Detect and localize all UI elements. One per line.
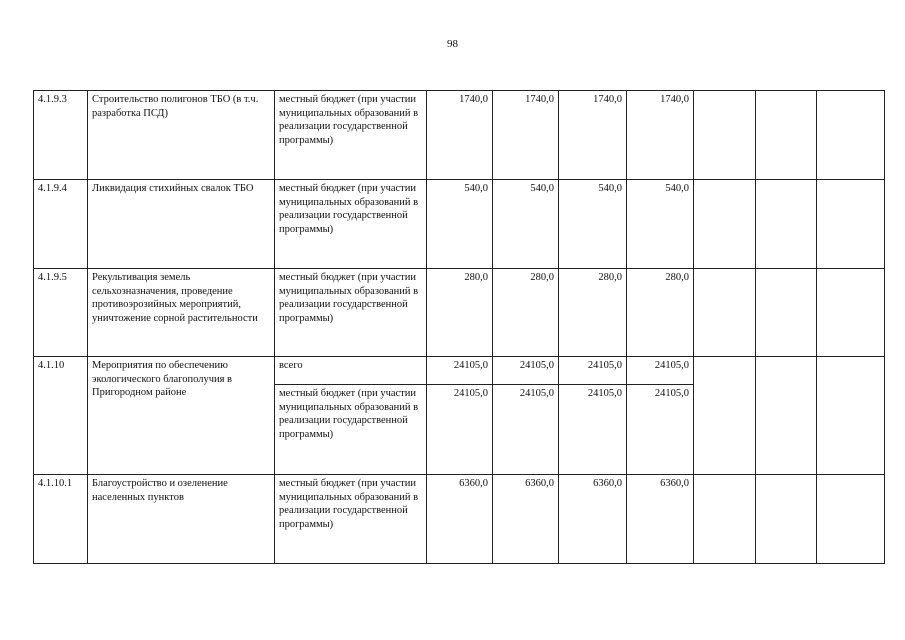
row-code: 4.1.9.3 bbox=[34, 91, 88, 180]
empty-cell bbox=[756, 91, 817, 180]
empty-cell bbox=[694, 475, 756, 564]
row-name: Мероприятия по обеспечению экологического благополучия в Пригородном районе bbox=[88, 357, 275, 475]
value-cell: 1740,0 bbox=[627, 91, 694, 180]
funding-source: местный бюджет (при участии муниципальных образований в реализации государственной программы) bbox=[275, 385, 427, 475]
value-cell: 540,0 bbox=[493, 180, 559, 269]
funding-source: местный бюджет (при участии муниципальных образований в реализации государственной программы) bbox=[275, 475, 427, 564]
table-row bbox=[34, 269, 885, 357]
value-cell: 280,0 bbox=[427, 269, 493, 357]
value-cell: 6360,0 bbox=[493, 475, 559, 564]
table-row bbox=[34, 91, 885, 180]
row-name: Строительство полигонов ТБО (в т.ч. разработка ПСД) bbox=[88, 91, 275, 180]
funding-source: местный бюджет (при участии муниципальных образований в реализации государственной программы) bbox=[275, 269, 427, 357]
row-name: Ликвидация стихийных свалок ТБО bbox=[88, 180, 275, 269]
funding-source: местный бюджет (при участии муниципальных образований в реализации государственной программы) bbox=[275, 91, 427, 180]
empty-cell bbox=[817, 180, 885, 269]
value-cell: 24105,0 bbox=[627, 357, 694, 385]
value-cell: 1740,0 bbox=[559, 91, 627, 180]
value-cell: 280,0 bbox=[559, 269, 627, 357]
empty-cell bbox=[756, 357, 817, 475]
value-cell: 540,0 bbox=[427, 180, 493, 269]
value-cell: 6360,0 bbox=[427, 475, 493, 564]
empty-cell bbox=[694, 269, 756, 357]
empty-cell bbox=[694, 180, 756, 269]
empty-cell bbox=[817, 475, 885, 564]
value-cell: 6360,0 bbox=[627, 475, 694, 564]
value-cell: 24105,0 bbox=[493, 385, 559, 475]
empty-cell bbox=[756, 475, 817, 564]
row-code: 4.1.9.5 bbox=[34, 269, 88, 357]
value-cell: 540,0 bbox=[559, 180, 627, 269]
empty-cell bbox=[756, 269, 817, 357]
value-cell: 24105,0 bbox=[559, 385, 627, 475]
value-cell: 24105,0 bbox=[427, 385, 493, 475]
row-code: 4.1.10 bbox=[34, 357, 88, 475]
table-row bbox=[34, 357, 885, 385]
empty-cell bbox=[817, 269, 885, 357]
empty-cell bbox=[817, 91, 885, 180]
value-cell: 280,0 bbox=[493, 269, 559, 357]
value-cell: 1740,0 bbox=[427, 91, 493, 180]
funding-source: местный бюджет (при участии муниципальных образований в реализации государственной программы) bbox=[275, 180, 427, 269]
empty-cell bbox=[756, 180, 817, 269]
row-name: Рекультивация земель сельхозназначения, проведение противоэрозийных мероприятий, уничтожение сорной растительности bbox=[88, 269, 275, 357]
row-name: Благоустройство и озеленение населенных пунктов bbox=[88, 475, 275, 564]
table-row bbox=[34, 180, 885, 269]
empty-cell bbox=[694, 357, 756, 475]
empty-cell bbox=[694, 91, 756, 180]
row-code: 4.1.10.1 bbox=[34, 475, 88, 564]
funding-source: всего bbox=[275, 357, 427, 385]
value-cell: 6360,0 bbox=[559, 475, 627, 564]
value-cell: 24105,0 bbox=[493, 357, 559, 385]
empty-cell bbox=[817, 357, 885, 475]
budget-table bbox=[33, 90, 885, 564]
row-code: 4.1.9.4 bbox=[34, 180, 88, 269]
table-row bbox=[34, 475, 885, 564]
value-cell: 540,0 bbox=[627, 180, 694, 269]
value-cell: 24105,0 bbox=[559, 357, 627, 385]
page-number: 98 bbox=[447, 38, 458, 50]
value-cell: 1740,0 bbox=[493, 91, 559, 180]
value-cell: 24105,0 bbox=[427, 357, 493, 385]
value-cell: 24105,0 bbox=[627, 385, 694, 475]
value-cell: 280,0 bbox=[627, 269, 694, 357]
